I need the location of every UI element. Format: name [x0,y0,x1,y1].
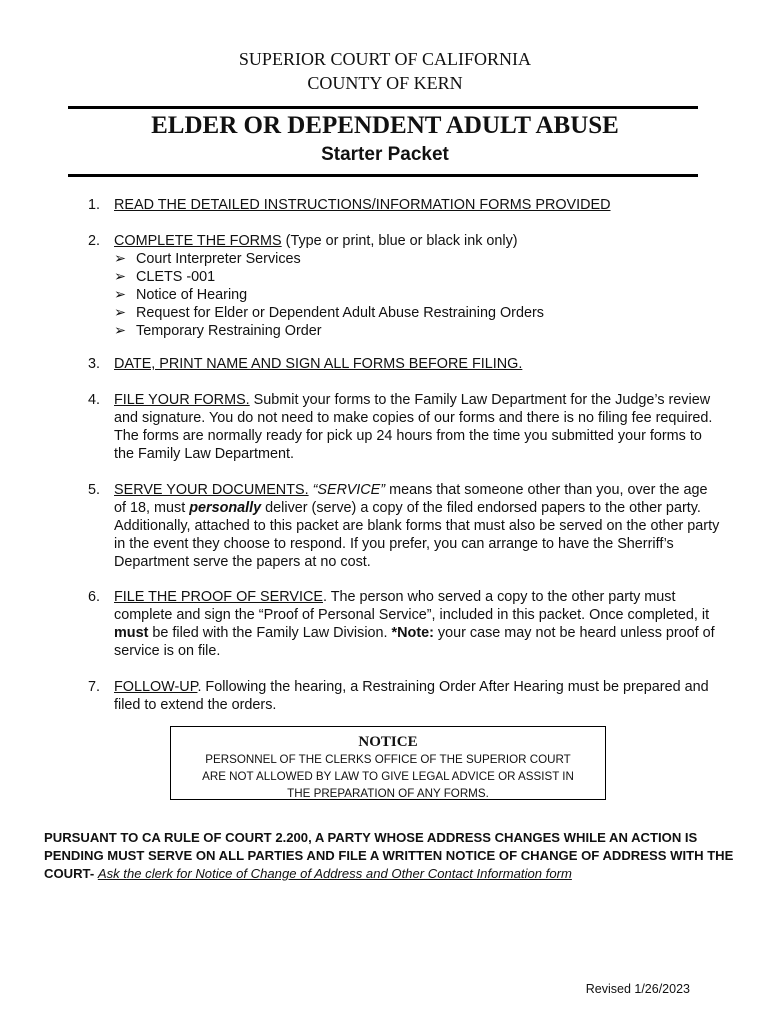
item-heading: FILE THE PROOF OF SERVICE [114,589,323,605]
item-text: be filed with the Family Law Division. [148,625,392,641]
arrow-bullet-icon: ➢ [114,323,127,339]
list-item [114,286,720,304]
item-text: means that someone other than you, over the age of 18, must [114,482,708,516]
forms-list [114,250,720,340]
page-title: ELDER OR DEPENDENT ADULT ABUSE [151,112,619,139]
revision-date: Revised 1/26/2023 [585,982,690,996]
notice-box [170,726,606,800]
notice-line: THE PREPARATION OF ANY FORMS. [287,787,489,800]
item-text-emphasis: must [114,625,149,641]
form-name: Court Interpreter Services [136,251,301,267]
list-item [114,268,720,286]
arrow-bullet-icon: ➢ [114,287,127,303]
form-name: Notice of Hearing [136,287,248,303]
court-name: SUPERIOR COURT OF CALIFORNIA [238,49,532,69]
arrow-bullet-icon: ➢ [114,269,127,285]
item-text: (Type or print, blue or black ink only) [281,233,518,249]
item-number: 5. [88,482,101,498]
page-subtitle: Starter Packet [321,144,449,165]
county-name: COUNTY OF KERN [307,73,463,93]
list-item [114,304,720,322]
item-heading: COMPLETE THE FORMS [114,233,282,249]
item-text: deliver (serve) a copy of the filed endorsed papers to the other party. Additionally, attached to this packet are blank forms that must also be served on the other party in the event they choose to respond. If you prefer, you can arrange to have the Sherriff’s Department serve the papers at no cost. [114,500,720,570]
pursuant-text: PURSUANT TO CA RULE OF COURT 2.200, A PARTY WHOSE ADDRESS CHANGES WHILE AN ACTION IS PENDING MUST SERVE ON ALL PARTIES AND FILE A WRITTEN NOTICE OF CHANGE OF ADDRESS WITH THE COURT- [44,830,734,881]
form-name: Temporary Restraining Order [136,323,322,339]
item-heading: FOLLOW-UP [114,679,198,695]
notice-line: PERSONNEL OF THE CLERKS OFFICE OF THE SUPERIOR COURT [205,753,571,766]
item-heading: FILE YOUR FORMS. [114,392,250,408]
form-name: CLETS -001 [136,269,216,285]
item-text-italic: “SERVICE” [308,482,386,498]
item-number: 7. [88,679,101,695]
item-heading: SERVE YOUR DOCUMENTS. [114,482,309,498]
bottom-rule [68,174,698,177]
item-number: 3. [88,356,101,372]
address-change-notice [44,829,734,883]
item-heading: DATE, PRINT NAME AND SIGN ALL FORMS BEFORE FILING. [114,356,523,372]
note-label: *Note: [391,625,434,641]
item-text: your case may not be heard unless proof of service is on file. [114,625,715,659]
item-text: . The person who served a copy to the other party must complete and sign the “Proof of Personal Service”, included in this packet. Once completed, it [114,589,710,623]
item-text: . Following the hearing, a Restraining Order After Hearing must be prepared and filed to extend the orders. [114,679,709,713]
item-number: 1. [88,197,101,213]
notice-heading: NOTICE [358,734,418,750]
form-name: Request for Elder or Dependent Adult Abuse Restraining Orders [136,305,544,321]
notice-line: ARE NOT ALLOWED BY LAW TO GIVE LEGAL ADVICE OR ASSIST IN [202,770,574,783]
item-text: Submit your forms to the Family Law Department for the Judge’s review and signature. You do not need to make copies of our forms and there is no filing fee required. The forms are normally ready for pick up 24 hours from the time you submitted your forms to the Family Law Department. [114,392,713,462]
item-number: 4. [88,392,101,408]
item-text-emphasis: personally [189,500,262,516]
top-rule [68,106,698,109]
list-item [114,322,720,340]
arrow-bullet-icon: ➢ [114,305,127,321]
item-number: 6. [88,589,101,605]
change-of-address-link[interactable]: Ask the clerk for Notice of Change of Address and Other Contact Information form [97,866,572,881]
item-heading: READ THE DETAILED INSTRUCTIONS/INFORMATION FORMS PROVIDED [114,197,611,213]
item-number: 2. [88,233,101,249]
arrow-bullet-icon: ➢ [114,251,127,267]
list-item [114,250,720,268]
